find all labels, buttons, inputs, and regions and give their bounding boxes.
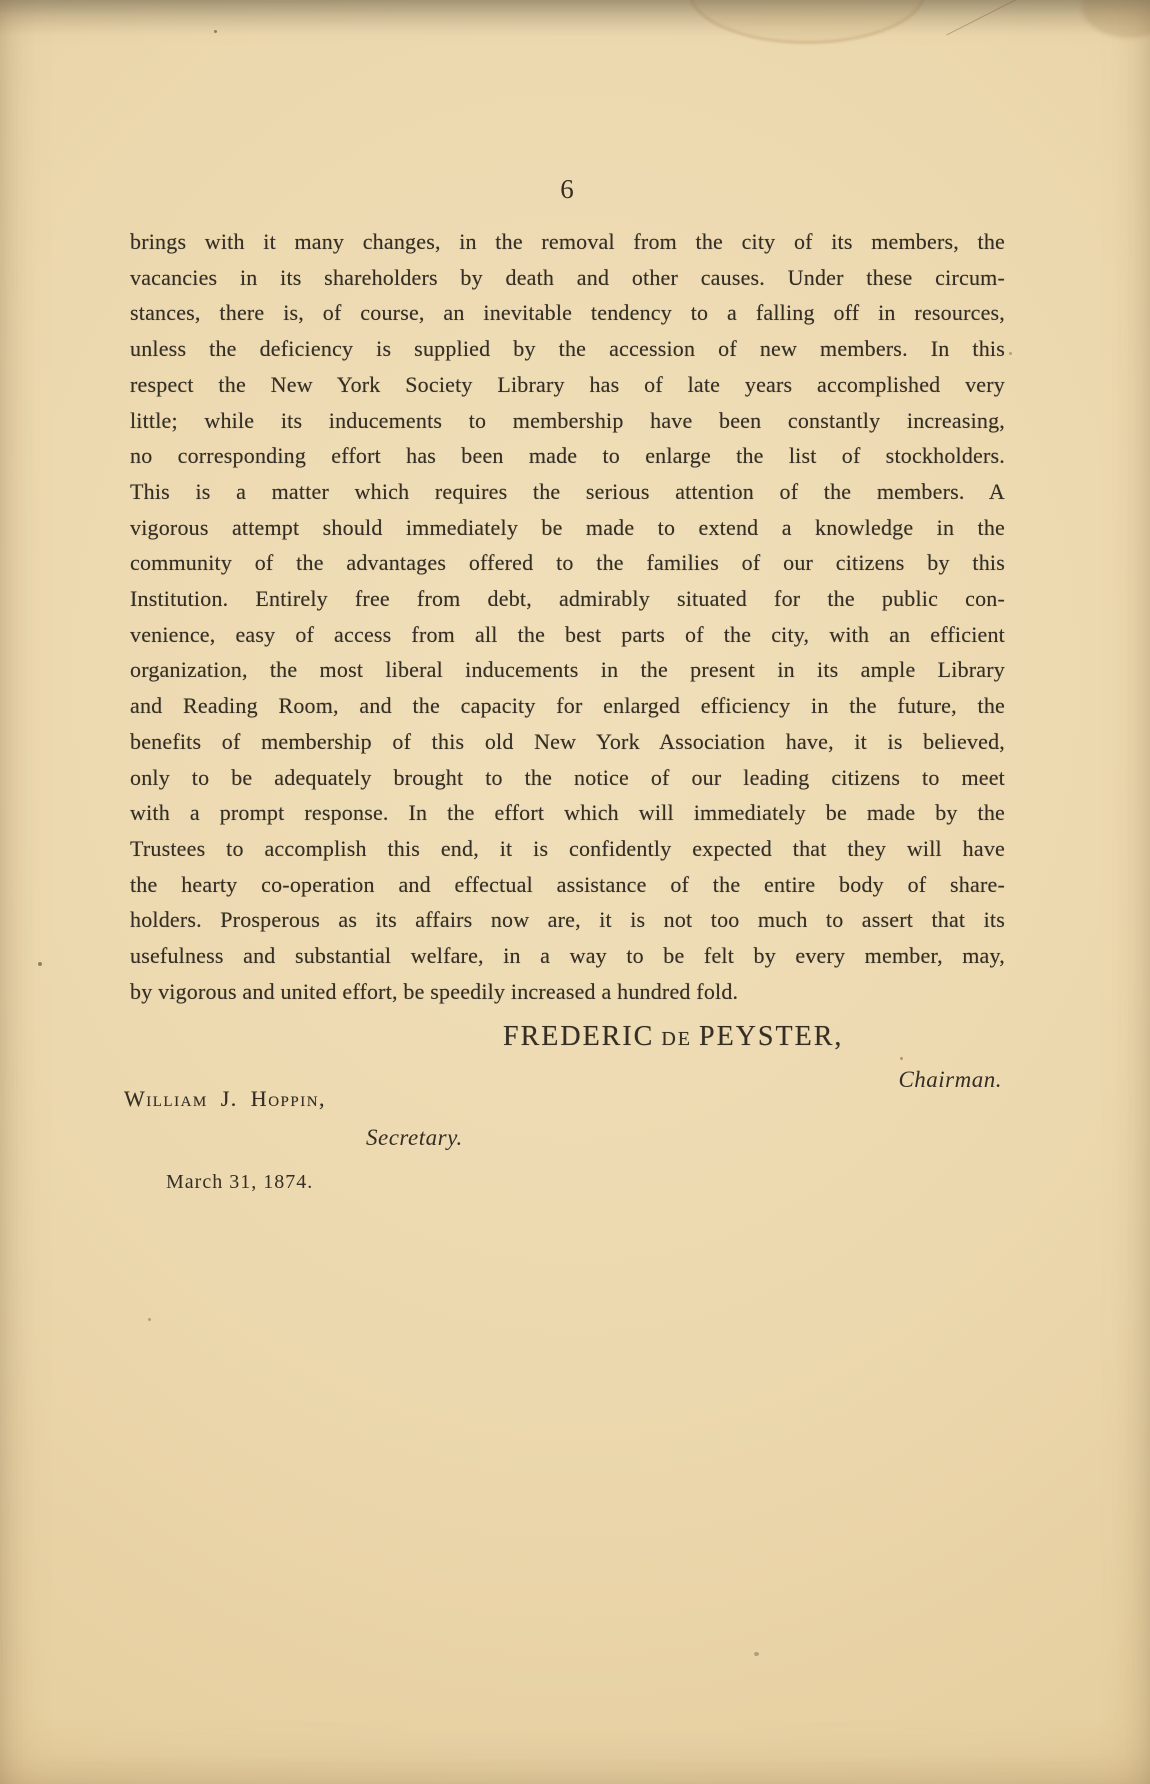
paper-speck <box>754 1652 759 1656</box>
body-line: brings with it many changes, in the removal from the city of its members, the <box>130 229 1005 254</box>
body-line: venience, easy of access from all the best parts of the city, with an efficient <box>130 621 1005 647</box>
signature-date: March 31, 1874. <box>166 1171 314 1193</box>
body-line: vigorous attempt should immediately be made to extend a knowledge in the <box>130 514 1005 540</box>
paper-speck <box>38 962 42 966</box>
body-line: vacancies in its shareholders by death and other causes. Under these circum- <box>130 264 1005 290</box>
body-line: benefits of membership of this old New York Association have, it is believed, <box>130 728 1005 754</box>
secretary-title: Secretary. <box>366 1125 463 1150</box>
body-line: organization, the most liberal inducements in the present in its ample Library <box>130 657 1005 683</box>
body-line: community of the advantages offered to the families of our citizens by this <box>130 550 1005 576</box>
chairman-last-name: PEYSTER, <box>699 1021 844 1052</box>
body-line: respect the New York Society Library has of late years accomplished very <box>130 371 1005 397</box>
page-number: 6 <box>560 174 575 204</box>
secretary-signature-name: William J. Hoppin, <box>124 1086 327 1111</box>
body-line: stances, there is, of course, an inevitable tendency to a falling off in resources, <box>130 300 1005 326</box>
body-line: no corresponding effort has been made to enlarge the list of stockholders. <box>130 443 1005 469</box>
paper-speck <box>1009 352 1012 355</box>
chairman-signature-name <box>503 1023 843 1051</box>
body-line: the hearty co-operation and effectual assistance of the entire body of share- <box>130 871 1005 897</box>
body-line: This is a matter which requires the serious attention of the members. A <box>130 478 1005 504</box>
body-line: usefulness and substantial welfare, in a way to be felt by every member, may, <box>130 943 1005 969</box>
body-paragraph <box>130 224 1005 1009</box>
body-line: little; while its inducements to membership have been constantly increasing, <box>130 407 1005 433</box>
body-line: Trustees to accomplish this end, it is confidently expected that they will have <box>130 835 1005 861</box>
body-line: holders. Prosperous as its affairs now are, it is not too much to assert that its <box>130 907 1005 933</box>
body-line: by vigorous and united effort, be speedily increased a hundred fold. <box>130 978 739 1004</box>
body-line: and Reading Room, and the capacity for enlarged efficiency in the future, the <box>130 693 1005 719</box>
chairman-title: Chairman. <box>898 1067 1002 1092</box>
paper-speck <box>900 1057 903 1060</box>
body-line: only to be adequately brought to the notice of our leading citizens to meet <box>130 764 1005 790</box>
chairman-name-particle: de <box>661 1021 693 1052</box>
body-line: Institution. Entirely free from debt, admirably situated for the public con- <box>130 586 1005 612</box>
water-stain <box>688 0 926 44</box>
body-line: with a prompt response. In the effort which will immediately be made by the <box>130 800 1005 826</box>
chairman-first-name: FREDERIC <box>503 1021 655 1052</box>
paper-speck <box>148 1318 151 1321</box>
body-line: unless the deficiency is supplied by the accession of new members. In this <box>130 336 1005 362</box>
paper-speck <box>214 30 217 33</box>
